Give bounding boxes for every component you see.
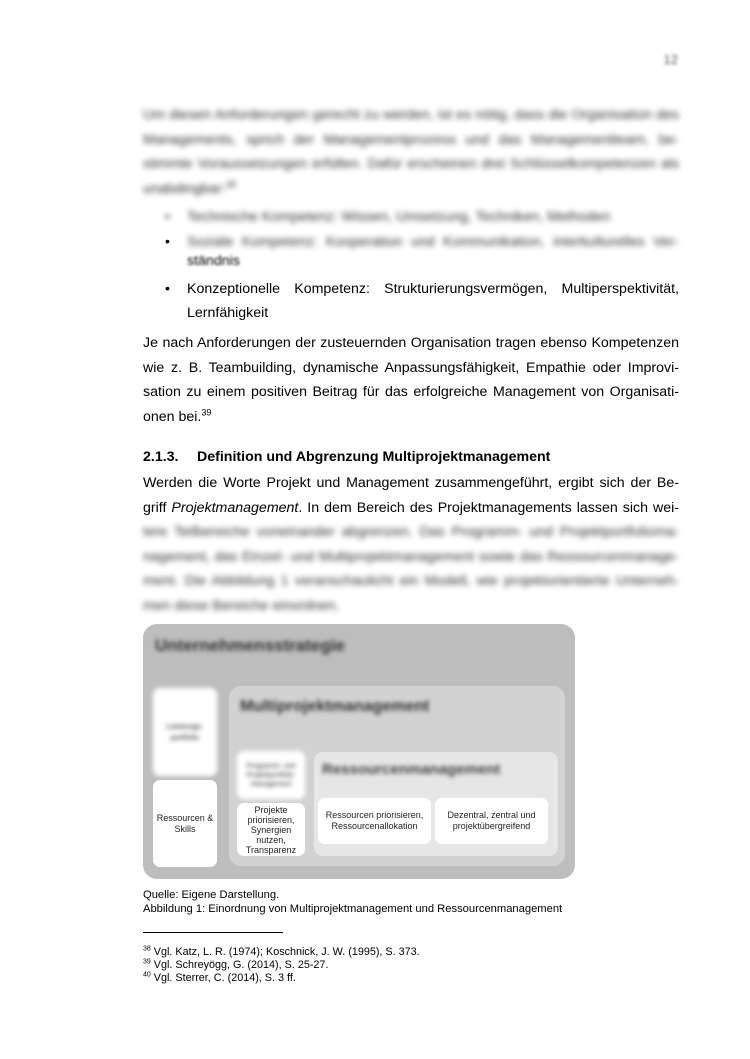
footnote-ref-38: 38 — [225, 178, 236, 189]
box-ressourcen-skills: Ressourcen & Skills — [153, 780, 217, 867]
figure-source: Quelle: Eigene Darstellung. — [143, 889, 280, 901]
paragraph-line-last: onen bei.$^{39}$ — [143, 406, 212, 425]
box-projekte-priorisieren: Projekte priorisieren, Synergien nutzen, Transparenz — [237, 803, 305, 856]
definition-line-2: griff Projektmanagement. In dem Bereich des Projektmanagements lassen sich wei- — [143, 499, 679, 516]
paragraph-line: wie z. B. Teambuilding, dynamische Anpassungsfähigkeit, Empathie oder Improvi- — [143, 359, 679, 376]
box-dezentral-zentral: Dezentral, zentral und projektübergreifend — [435, 798, 548, 844]
section-number: 2.1.3. — [143, 449, 179, 465]
box-ressourcen-priorisieren: Ressourcen priorisieren, Ressourcenallokation — [318, 798, 431, 844]
footnote-separator — [143, 932, 283, 933]
page-number: 12 — [663, 52, 678, 67]
bullet-conceptual: • Konzeptionelle Kompetenz: Strukturierungsvermögen, Multiperspektivität, Lernfähigkeit — [143, 277, 679, 326]
paragraph-competences — [143, 331, 679, 429]
competence-list — [143, 205, 679, 326]
paragraph-line: sation zu einem positiven Beitrag für das erfolgreiche Management von Organisati- — [143, 384, 679, 400]
figure-caption: Abbildung 1: Einordnung von Multiprojektmanagement und Ressourcenmanagement — [143, 903, 563, 915]
paragraph-line: Je nach Anforderungen der zusteuernden Organisation tragen ebenso Kompetenzen — [143, 335, 679, 351]
intro-line: stimmte Voraussetzungen erfüllen. Dafür erscheinen drei Schlüsselkompetenzen als — [143, 156, 679, 172]
term-projektmanagement: Projektmanagement — [171, 499, 299, 516]
section-heading — [143, 449, 550, 465]
paragraph-definition — [143, 471, 679, 618]
footnote-ref-39: 39 — [201, 406, 212, 417]
footnote-39: $^{39}$ Vgl. Schreyögg, G. (2014), S. 25-27. — [143, 958, 329, 971]
intro-line-last: unabdingbar:$^{38}$ — [143, 178, 236, 197]
definition-blurred-lines: tere Teilbereiche voneinander abgrenzen. Das Programm- und Projektportfolioma- nagement, das Einzel- und Multiprojektmanagement sowie das Ressourcenmanage- ment. Die Abbildung 1 veranschaulicht ein Modell, wie projektorientierte Unterneh- men diese Bereiche einordnen. — [143, 524, 679, 614]
footnote-40: $^{40}$ Vgl. Sterrer, C. (2014), S. 3 ff. — [143, 971, 296, 984]
box-programm-portfolio: Programm- und Projektportfolio- management — [237, 751, 305, 799]
rm-title: Ressourcenmanagement — [322, 761, 501, 778]
intro-paragraph — [143, 103, 679, 201]
intro-line: Managements, sprich der Managementprozess und das Managementteam, be- — [143, 131, 679, 148]
bullet-technical: • Technische Kompetenz: Wissen, Umsetzung, Techniken, Methoden — [143, 205, 679, 230]
definition-line-1: Werden die Worte Projekt und Management zusammengeführt, ergibt sich der Be- — [143, 475, 679, 491]
section-title: Definition und Abgrenzung Multiprojektmanagement — [197, 449, 551, 465]
bullet-social: • Soziale Kompetenz: Kooperation und Kommunikation, interkulturelles Ver- ständnis — [143, 230, 679, 274]
figure-outer-title: Unternehmensstrategie — [155, 636, 345, 655]
mp-title: Multiprojektmanagement — [240, 698, 430, 715]
intro-line: Um diesen Anforderungen gerecht zu werden, ist es nötig, dass die Organisation des — [143, 107, 679, 123]
footnote-38: $^{38}$ Vgl. Katz, L. R. (1974); Koschnick, J. W. (1995), S. 373. — [143, 945, 420, 958]
box-leistungsportfolio: Leistungs- portfolio — [153, 688, 217, 776]
